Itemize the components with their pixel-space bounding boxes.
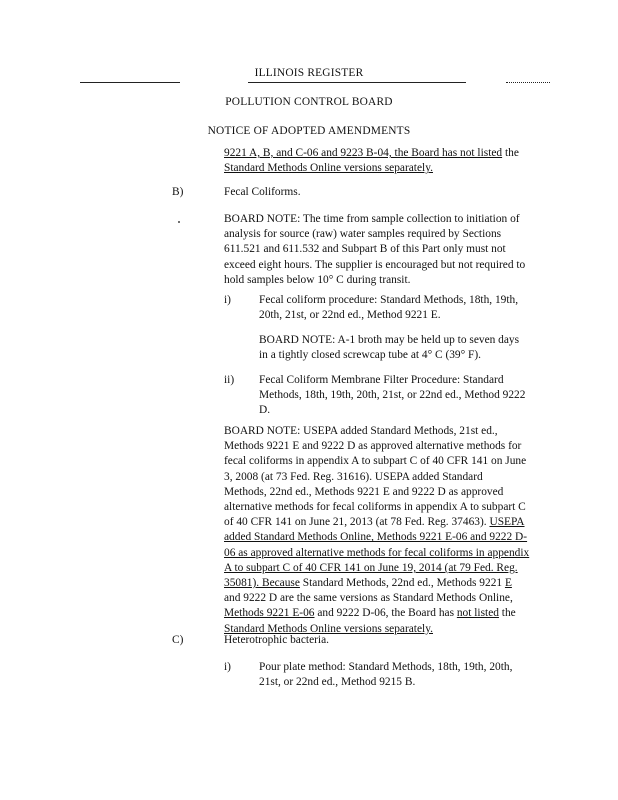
register-title: ILLINOIS REGISTER [254,67,364,79]
section-b-title: Fecal Coliforms. [224,186,301,198]
section-c-title: Heterotrophic bacteria. [224,634,329,646]
section-b-note [224,212,546,288]
section-b-ii-label: ii) [224,374,235,386]
note-line-underlined: A to subpart C of 40 CFR 141 on June 19, 2014 (at 79 Fed. Reg. [224,561,518,574]
section-c-i-text [259,660,549,690]
header-rule-right [506,82,550,83]
note-line: Methods, 22nd ed., Methods 9221 E and 9222 D as approved [224,485,504,498]
note-line-11-because: 35081). Because [224,577,300,590]
item-line: Methods, 18th, 19th, 20th, 21st, or 22nd ed., Method 9222 [259,389,526,402]
item-line: Fecal Coliform Membrane Filter Procedure: Standard [259,374,504,386]
item-line: 20th, 21st, or 22nd ed., Method 9221 E. [259,309,441,322]
note-line-7 [224,515,550,530]
notice-title: NOTICE OF ADOPTED AMENDMENTS [207,125,411,137]
note-line-underlined: added Standard Methods Online, Methods 9221 E-06 and 9222 D- [224,531,528,544]
note-line: and 9222 D are the same versions as Standard Methods Online, [224,592,513,605]
section-b-ii-text [259,373,549,419]
note-line: analysis for source (raw) water samples required by Sections [224,228,502,241]
section-b-i-text [259,293,549,323]
item-line: D. [259,404,271,417]
item-line: Pour plate method: Standard Methods, 18th, 19th, 20th, [259,661,513,673]
note-line-11 [224,576,550,591]
note-line: 611.521 and 611.532 and Subpart B of this Part only must not [224,243,506,256]
section-b-i-label: i) [224,294,231,306]
section-b-i-note [259,333,549,363]
note-line: alternative methods for fecal coliforms in appendix A to subpart C [224,501,526,514]
note-line: hold samples below 10° C during transit. [224,273,411,286]
note-line-underlined: Standard Methods Online versions separately. [224,622,433,635]
board-title: POLLUTION CONTROL BOARD [225,96,393,108]
intro-not-listed: not listed [460,147,503,159]
item-line: Fecal coliform procedure: Standard Methods, 18th, 19th, [259,294,519,306]
note-line-7-plain: of 40 CFR 141 on June 21, 2013 (at 78 Fed. Reg. 37463). [224,516,490,529]
header-rule-center [248,82,466,83]
note-line: fecal coliforms in appendix A to subpart C of 40 CFR 141 on June [224,455,527,468]
header-rule-left [80,82,180,83]
note-line-7-usepa: USEPA [489,516,525,529]
note-line-13-not-listed: not listed [456,607,499,620]
note-line-13-methods: Methods 9221 E-06 [224,607,315,620]
note-line: BOARD NOTE: The time from sample collection to initiation of [224,213,520,225]
intro-line2: Standard Methods Online versions separately. [224,162,433,175]
note-line-11-plain: Standard Methods, 22nd ed., Methods 9221 [299,577,505,590]
intro-line1-pre: 9221 A, B, and C-06 and 9223 B-04, the Board has [224,147,461,159]
note-line-11-e: E [504,577,512,590]
note-line: Methods 9221 E and 9222 D as approved alternative methods for [224,440,522,453]
note-line-13-post: the [498,607,516,620]
note-line: BOARD NOTE: A-1 broth may be held up to seven days [259,334,520,346]
intro-paragraph [224,146,550,176]
note-line-13-mid: and 9222 D-06, the Board has [314,607,457,620]
note-line-13 [224,606,550,621]
section-b-label: B) [172,186,184,198]
note-line: in a tightly closed screwcap tube at 4° C (39° F). [259,349,482,362]
note-line: exceed eight hours. The supplier is encouraged but not required to [224,258,526,271]
note-line: BOARD NOTE: USEPA added Standard Methods, 21st ed., [224,425,498,437]
note-line-underlined: 06 as approved alternative methods for fecal coliforms in appendix [224,546,530,559]
item-line: 21st, or 22nd ed., Method 9215 B. [259,676,416,689]
section-c-label: C) [172,634,184,646]
scan-speck [178,221,180,223]
intro-line1-post: the [502,147,519,159]
section-b-note2 [224,424,550,637]
note-line: 3, 2008 (at 73 Fed. Reg. 31616). USEPA added Standard [224,470,483,483]
section-c-i-label: i) [224,661,231,673]
